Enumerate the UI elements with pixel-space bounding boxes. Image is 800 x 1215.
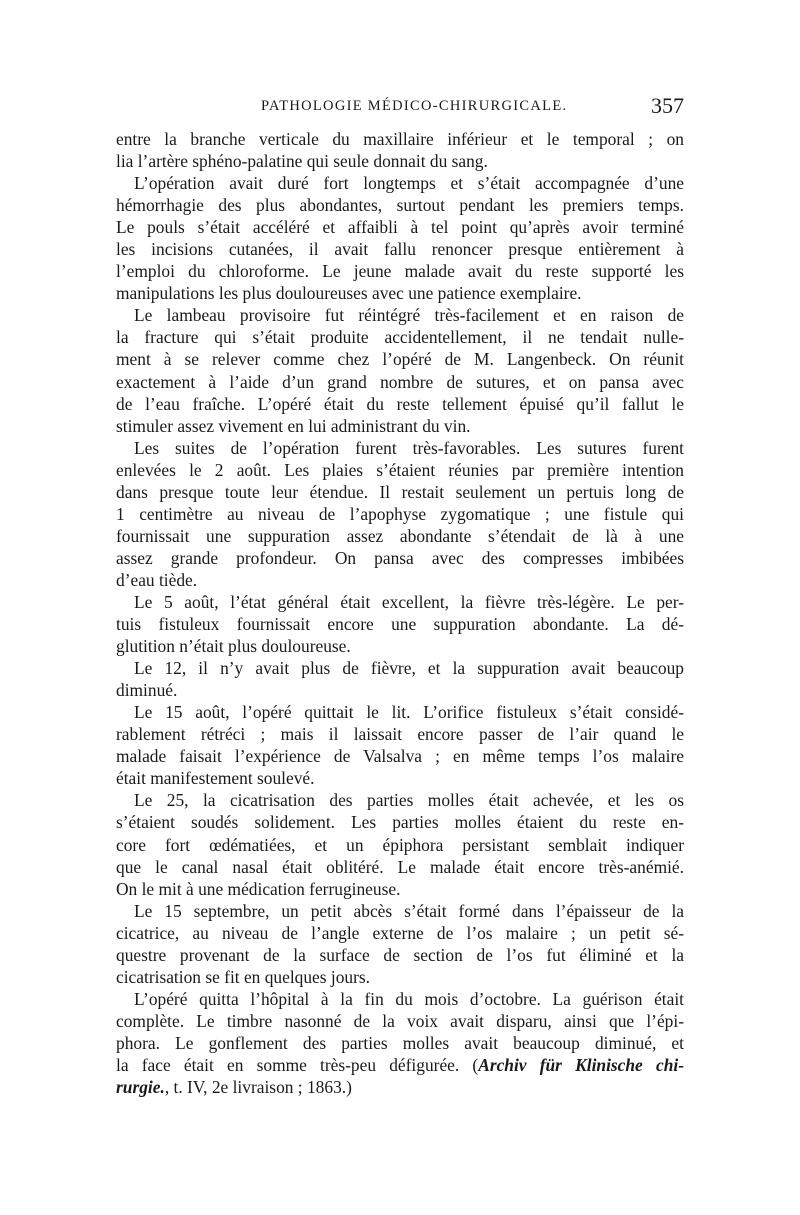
text-line: Le lambeau provisoire fut réintégré très-facilement et en raison de	[134, 305, 684, 326]
text-line: s’étaient soudés solidement. Les parties molles étaient du reste en-	[116, 812, 684, 833]
text-line: Le 15 août, l’opéré quittait le lit. L’orifice fistuleux s’était considé-	[134, 702, 684, 723]
text-line: diminué.	[116, 680, 178, 701]
text-line: cicatrice, au niveau de l’angle externe de l’os malaire ; un petit sé-	[116, 922, 684, 943]
text-line: rablement rétréci ; mais il laissait encore passer de l’air quand le	[116, 724, 684, 745]
text-line: tuis fistuleux fournissait encore une suppuration abondante. La dé-	[116, 614, 684, 635]
text-line-with-citation	[116, 1054, 684, 1076]
text-line: cicatrisation se fit en quelques jours.	[116, 966, 371, 987]
citation-line	[116, 1076, 684, 1098]
text-line: complète. Le timbre nasonné de la voix avait disparu, ainsi que l’épi-	[116, 1010, 684, 1031]
text-line: fournissait une suppuration assez abondante s’étendait de là à une	[116, 525, 684, 546]
text-line: les incisions cutanées, il avait fallu renoncer presque entièrement à	[116, 239, 684, 260]
text-line: Le 5 août, l’état général était excellent, la fièvre très-légère. Le per-	[134, 591, 684, 612]
text-line: core fort œdématiées, et un épiphora persistant semblait indiquer	[116, 834, 684, 855]
text-line: hémorrhagie des plus abondantes, surtout pendant les premiers temps.	[116, 195, 684, 216]
page-header	[116, 93, 684, 120]
text-line: phora. Le gonflement des parties molles avait beaucoup diminué, et	[116, 1032, 684, 1053]
text-line: Le 25, la cicatrisation des parties molles était achevée, et les os	[134, 790, 684, 811]
body-text	[116, 128, 684, 1098]
citation-journal: rurgie.	[116, 1077, 165, 1098]
text-line: Les suites de l’opération furent très-favorables. Les sutures furent	[134, 437, 684, 458]
text-line: On le mit à une médication ferrugineuse.	[116, 878, 401, 899]
text-line: était manifestement soulevé.	[116, 768, 315, 789]
text-line: questre provenant de la surface de section de l’os fut éliminé et la	[116, 944, 684, 965]
text-fragment: la face était en somme très-peu défigurée. (	[116, 1054, 479, 1075]
text-line: dans presque toute leur étendue. Il restait seulement un pertuis long de	[116, 481, 684, 502]
text-line: L’opération avait duré fort longtemps et s’était accompagnée d’une	[134, 173, 684, 194]
text-line: assez grande profondeur. On pansa avec des compresses imbibées	[116, 547, 684, 568]
text-line: enlevées le 2 août. Les plaies s’étaient réunies par première intention	[116, 459, 684, 480]
text-line: entre la branche verticale du maxillaire inférieur et le temporal ; on	[116, 129, 684, 149]
citation-journal: Archiv für Klinische chi-	[478, 1054, 684, 1075]
text-line: l’emploi du chloroforme. Le jeune malade avait du reste supporté les	[116, 261, 684, 282]
text-line: que le canal nasal était oblitéré. Le malade était encore très-anémié.	[116, 856, 684, 877]
text-line: glutition n’était plus douloureuse.	[116, 636, 351, 657]
text-line: ment à se relever comme chez l’opéré de M. Langenbeck. On réunit	[116, 349, 684, 370]
text-line: 1 centimètre au niveau de l’apophyse zygomatique ; une fistule qui	[116, 503, 684, 524]
text-line: d’eau tiède.	[116, 569, 198, 590]
text-line: Le 15 septembre, un petit abcès s’était formé dans l’épaisseur de la	[134, 900, 684, 921]
text-line: lia l’artère sphéno-palatine qui seule donnait du sang.	[116, 151, 488, 172]
text-line: manipulations les plus douloureuses avec une patience exemplaire.	[116, 283, 582, 304]
page-number: 357	[651, 93, 684, 118]
citation-details: , t. IV, 2e livraison ; 1863.)	[164, 1077, 352, 1098]
text-line: la fracture qui s’était produite accidentellement, il ne tendait nulle-	[116, 327, 684, 348]
running-title: PATHOLOGIE MÉDICO-CHIRURGICALE.	[261, 98, 568, 114]
text-line: malade faisait l’expérience de Valsalva ; en même temps l’os malaire	[116, 746, 684, 767]
text-line: stimuler assez vivement en lui administrant du vin.	[116, 415, 471, 436]
text-line: exactement à l’aide d’un grand nombre de sutures, et on pansa avec	[116, 371, 684, 392]
text-line: Le pouls s’était accéléré et affaibli à tel point qu’après avoir terminé	[116, 217, 684, 238]
text-line: L’opéré quitta l’hôpital à la fin du mois d’octobre. La guérison était	[134, 988, 684, 1009]
text-line: de l’eau fraîche. L’opéré était du reste tellement épuisé qu’il fallut le	[116, 393, 684, 414]
text-line: Le 12, il n’y avait plus de fièvre, et la suppuration avait beaucoup	[134, 658, 684, 679]
